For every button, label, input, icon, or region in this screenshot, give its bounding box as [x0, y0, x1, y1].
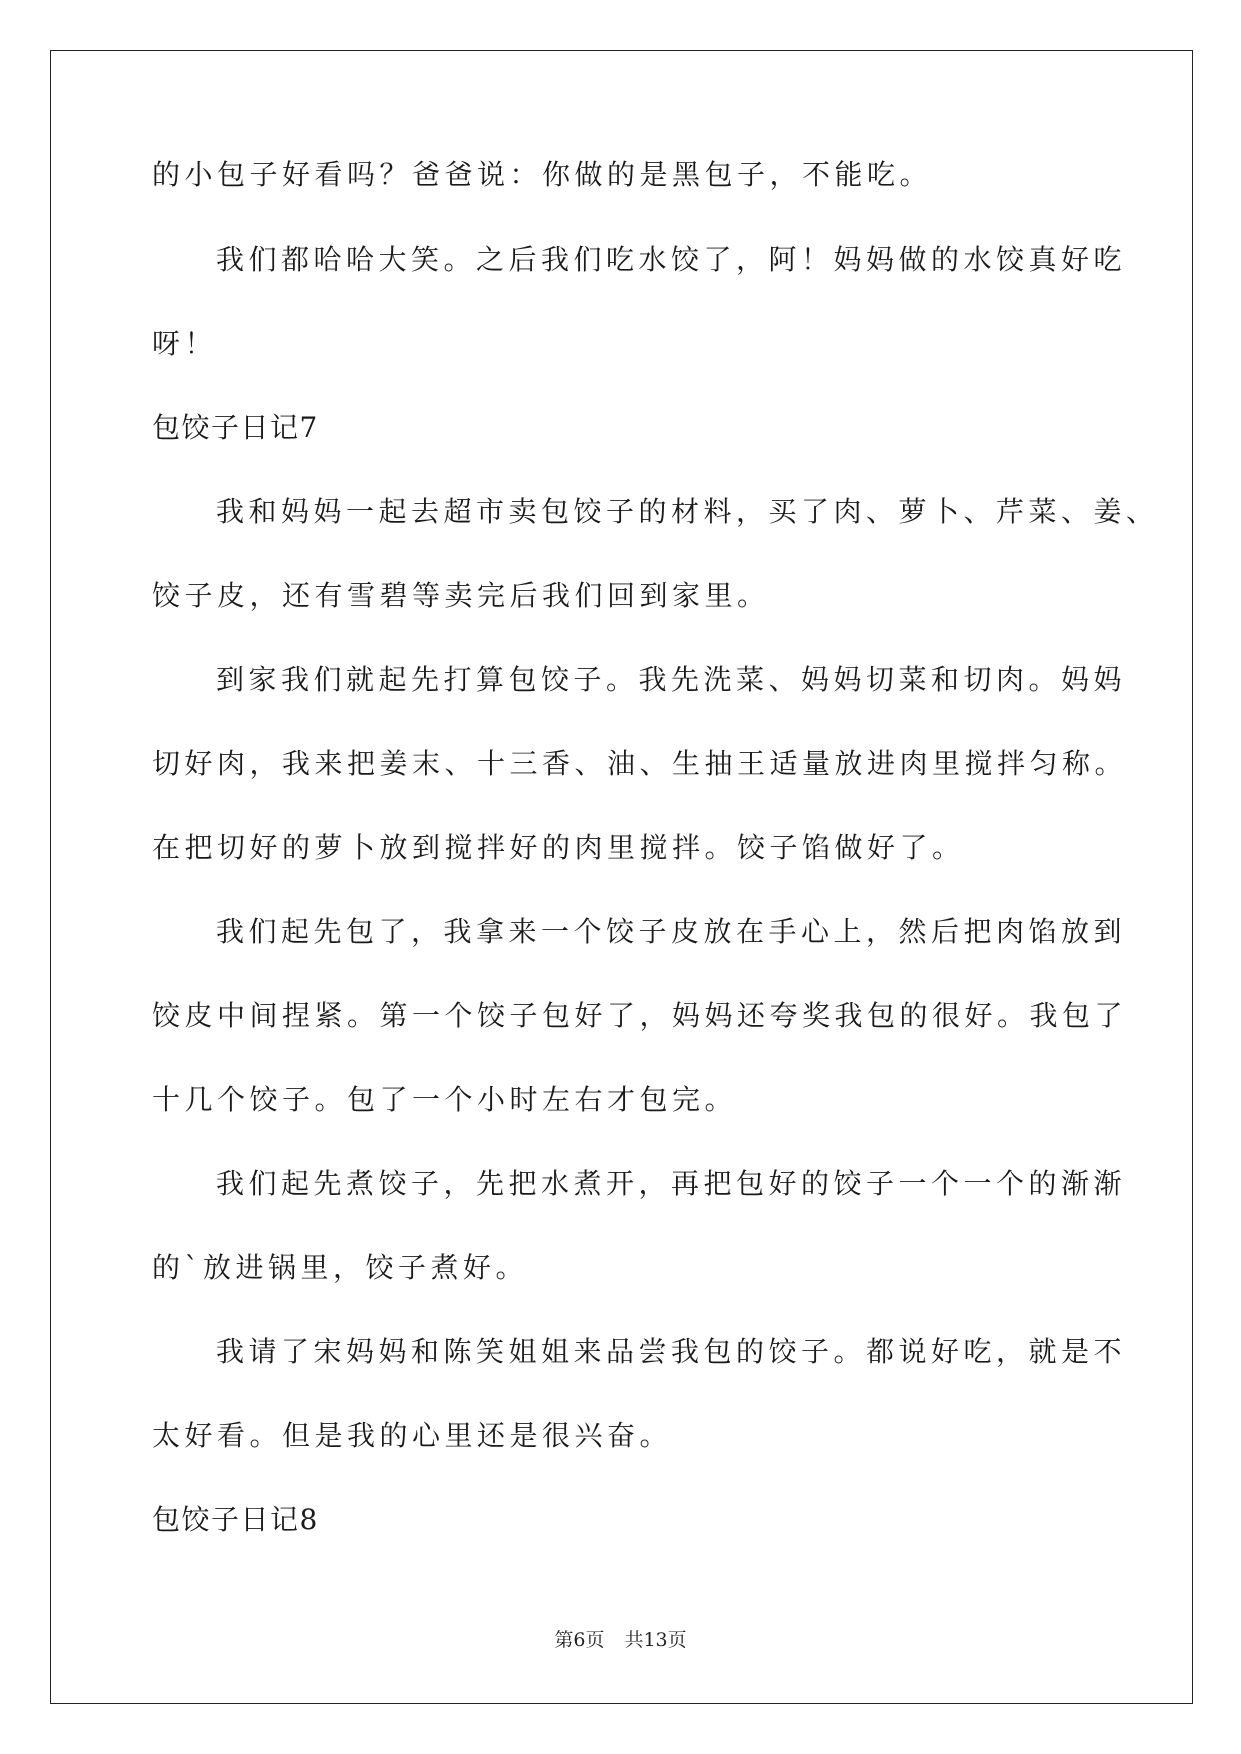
paragraph-line: 我和妈妈一起去超市卖包饺子的材料，买了肉、萝卜、芹菜、姜、	[216, 495, 1159, 528]
paragraph-line: 我们都哈哈大笑。之后我们吃水饺了，阿！妈妈做的水饺真好吃	[216, 243, 1127, 276]
paragraph-line: 的`放进锅里，饺子煮好。	[152, 1251, 529, 1284]
page-footer	[0, 1628, 1241, 1652]
paragraph-line: 在把切好的萝卜放到搅拌好的肉里搅拌。饺子馅做好了。	[152, 831, 965, 864]
paragraph-line: 饺皮中间捏紧。第一个饺子包好了，妈妈还夸奖我包的很好。我包了	[152, 999, 1128, 1032]
paragraph-line: 饺子皮，还有雪碧等卖完后我们回到家里。	[152, 579, 770, 612]
paragraph-line: 我们起先包了，我拿来一个饺子皮放在手心上，然后把肉馅放到	[216, 915, 1127, 948]
page-number-total: 共13页	[624, 1629, 687, 1651]
paragraph-line: 呀！	[152, 327, 218, 360]
paragraph-line: 到家我们就起先打算包饺子。我先洗菜、妈妈切菜和切肉。妈妈	[216, 663, 1127, 696]
section-heading: 包饺子日记7	[152, 411, 319, 444]
paragraph-line: 太好看。但是我的心里还是很兴奋。	[152, 1419, 673, 1452]
paragraph-line: 的小包子好看吗？爸爸说：你做的是黑包子，不能吃。	[152, 158, 933, 191]
paragraph-line: 我们起先煮饺子，先把水煮开，再把包好的饺子一个一个的渐渐	[216, 1167, 1127, 1200]
paragraph-line: 切好肉，我来把姜末、十三香、油、生抽王适量放进肉里搅拌匀称。	[152, 747, 1128, 780]
paragraph-line: 我请了宋妈妈和陈笑姐姐来品尝我包的饺子。都说好吃，就是不	[216, 1335, 1127, 1368]
paragraph-line: 十几个饺子。包了一个小时左右才包完。	[152, 1083, 738, 1116]
section-heading: 包饺子日记8	[152, 1503, 319, 1536]
page-number-current: 第6页	[554, 1629, 605, 1651]
